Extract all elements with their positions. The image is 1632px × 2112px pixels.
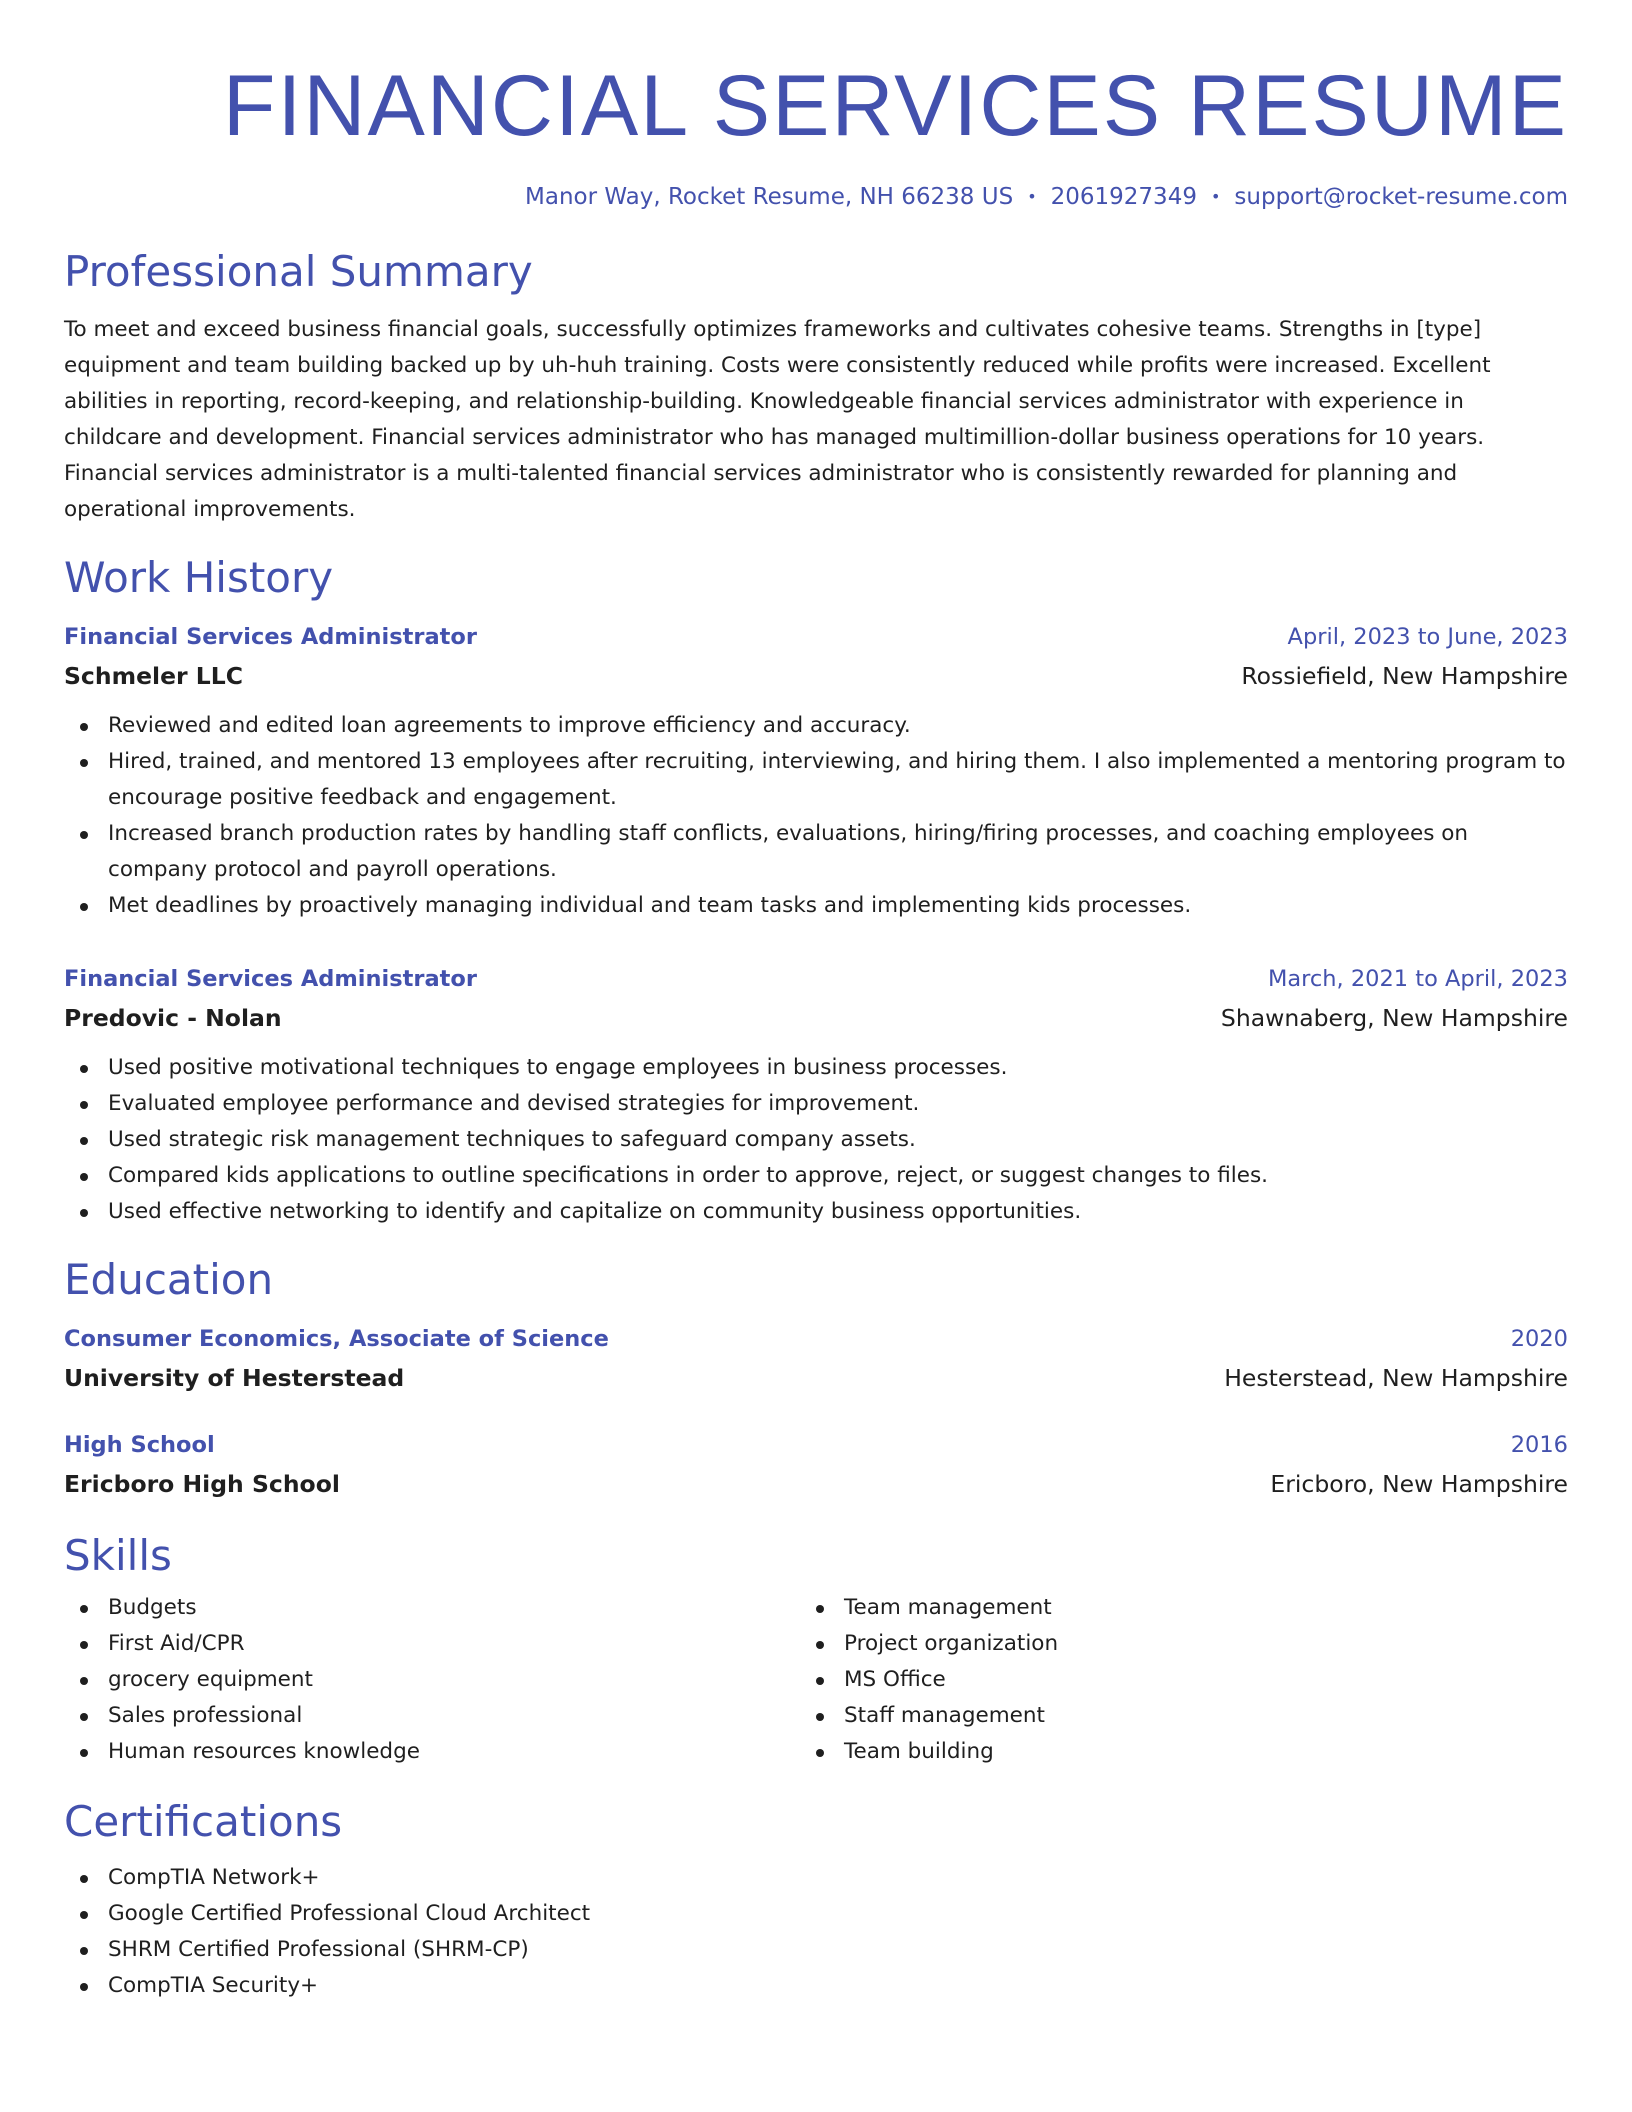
school-location: Hesterstead, New Hampshire	[1224, 1364, 1568, 1392]
job-bullet: Used effective networking to identify and capitalize on community business opportunities.	[64, 1194, 1568, 1230]
job-location: Rossiefield, New Hampshire	[1241, 662, 1568, 690]
job-role: Financial Services Administrator	[64, 966, 477, 992]
job-bullet: Hired, trained, and mentored 13 employees after recruiting, interviewing, and hiring them. I also implemented a mentoring program to encourage positive feedback and engagement.	[64, 744, 1568, 816]
job-bullet: Used positive motivational techniques to engage employees in business processes.	[64, 1050, 1568, 1086]
skills-list-right	[800, 1590, 1536, 1770]
contact-separator: •	[1210, 187, 1221, 206]
skill-item: Human resources knowledge	[64, 1734, 800, 1770]
skill-item: Team building	[800, 1734, 1536, 1770]
job-location: Shawnaberg, New Hampshire	[1220, 1004, 1568, 1032]
degree: High School	[64, 1432, 215, 1458]
resume-title: FINANCIAL SERVICES RESUME	[222, 58, 1568, 154]
skill-item: Sales professional	[64, 1698, 800, 1734]
degree: Consumer Economics, Associate of Science	[64, 1326, 609, 1352]
graduation-year: 2016	[1510, 1432, 1568, 1458]
job-bullet: Evaluated employee performance and devised strategies for improvement.	[64, 1086, 1568, 1122]
certifications-list	[64, 1860, 1568, 2004]
certifications-heading: Certifications	[64, 1797, 343, 1846]
certification-item: SHRM Certified Professional (SHRM-CP)	[64, 1932, 1568, 1968]
school-location: Ericboro, New Hampshire	[1270, 1470, 1568, 1498]
work-history-heading: Work History	[64, 553, 334, 602]
job-company: Schmeler LLC	[64, 662, 243, 690]
job-bullet: Used strategic risk management techniques to safeguard company assets.	[64, 1122, 1568, 1158]
resume-header	[64, 56, 1568, 212]
job-bullets	[64, 708, 1568, 924]
summary-text: To meet and exceed business financial goals, successfully optimizes frameworks and cultivates cohesive teams. Strengths in [type] equipment and team building backed up by uh-huh training. Costs were consistently reduced while profits were increased. Excellent abilities in reporting, record-keeping, and relationship-building. Knowledgeable financial services administrator with experience in childcare and development. Financial services administrator who has managed multimillion-dollar business operations for 10 years. Financial services administrator is a multi-talented financial services administrator who is consistently rewarded for planning and operational improvements.	[64, 317, 1491, 522]
address: Manor Way, Rocket Resume, NH 66238 US	[525, 184, 1014, 210]
job-bullet: Compared kids applications to outline specifications in order to approve, reject, or suggest changes to files.	[64, 1158, 1568, 1194]
job-company: Predovic - Nolan	[64, 1004, 282, 1032]
job-bullet: Increased branch production rates by handling staff conflicts, evaluations, hiring/firing processes, and coaching employees on company protocol and payroll operations.	[64, 816, 1568, 888]
contact-line	[64, 182, 1568, 212]
phone: 2061927349	[1050, 184, 1197, 210]
school-name: Ericboro High School	[64, 1470, 340, 1498]
certification-item: CompTIA Security+	[64, 1968, 1568, 2004]
job-dates: March, 2021 to April, 2023	[1267, 966, 1568, 992]
skill-item: First Aid/CPR	[64, 1626, 800, 1662]
certification-item: Google Certified Professional Cloud Architect	[64, 1896, 1568, 1932]
education-entry	[64, 1426, 1568, 1504]
graduation-year: 2020	[1510, 1326, 1568, 1352]
skill-item: grocery equipment	[64, 1662, 800, 1698]
job-bullet: Reviewed and edited loan agreements to improve efficiency and accuracy.	[64, 708, 1568, 744]
job-role: Financial Services Administrator	[64, 624, 477, 650]
skills-columns	[64, 1590, 1568, 1770]
skill-item: Staff management	[800, 1698, 1536, 1734]
skill-item: MS Office	[800, 1662, 1536, 1698]
summary-heading: Professional Summary	[64, 247, 533, 296]
skills-list-left	[64, 1590, 800, 1770]
job-dates: April, 2023 to June, 2023	[1287, 624, 1568, 650]
skill-item: Team management	[800, 1590, 1536, 1626]
certification-item: CompTIA Network+	[64, 1860, 1568, 1896]
skill-item: Budgets	[64, 1590, 800, 1626]
school-name: University of Hesterstead	[64, 1364, 405, 1392]
education-entry	[64, 1320, 1568, 1398]
job-bullets	[64, 1050, 1568, 1230]
job-entry	[64, 960, 1568, 1230]
skill-item: Project organization	[800, 1626, 1536, 1662]
job-bullet: Met deadlines by proactively managing individual and team tasks and implementing kids processes.	[64, 888, 1568, 924]
contact-separator: •	[1027, 187, 1037, 206]
job-entry	[64, 618, 1568, 924]
education-heading: Education	[64, 1255, 274, 1304]
email: support@rocket-resume.com	[1234, 184, 1568, 210]
skills-heading: Skills	[64, 1531, 172, 1580]
